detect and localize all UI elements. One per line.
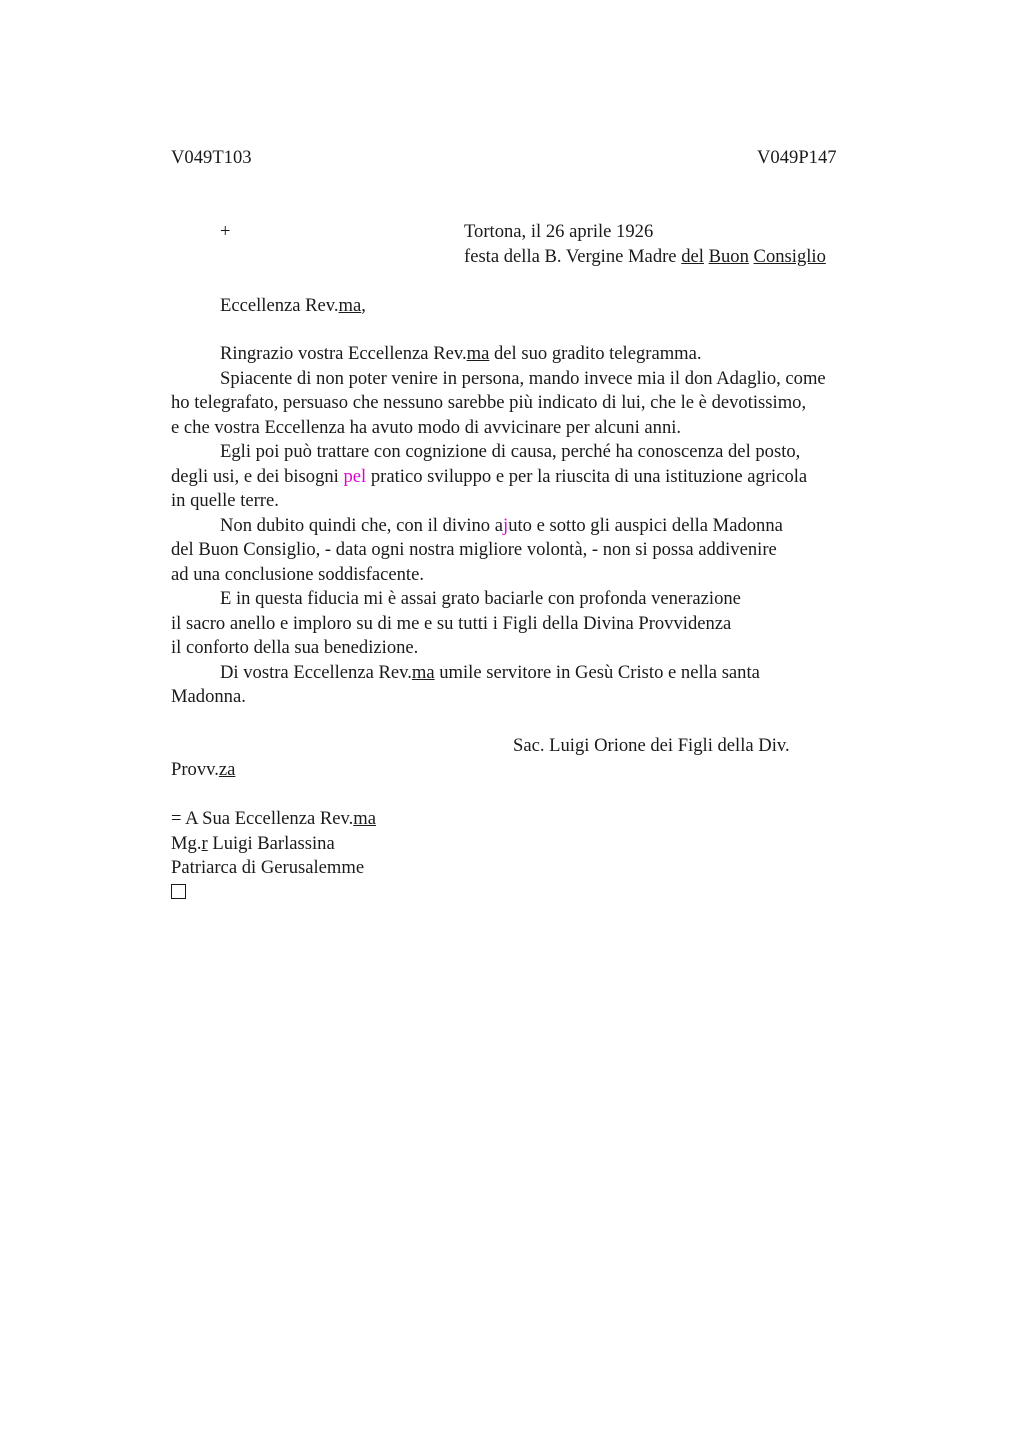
body-text: Ringrazio vostra Eccellenza Rev. [220,343,467,364]
body-abbr: ma [466,343,490,364]
body-line [171,342,826,367]
body-line: Madonna. [171,686,246,707]
feast-buon: Buon [708,246,749,267]
address-text: Luigi Barlassina [207,832,335,854]
body-text: Di vostra Eccellenza Rev. [220,661,412,683]
body-abbr: ma [411,661,435,683]
body-text: degli usi, e dei bisogni [171,465,344,487]
feast-line [464,245,826,270]
address-line [171,832,376,857]
place-date: Tortona, il 26 aprile 1926 [464,221,654,242]
signature-text: Provv. [171,759,219,780]
empty-box-icon [171,884,186,899]
letter-body [171,342,826,710]
body-line: e che vostra Eccellenza ha avuto modo di avvicinare per alcuni anni. [171,416,682,438]
document-code-right: V049P147 [757,147,837,168]
salutation-text: Eccellenza Rev. [220,295,339,316]
address-abbr: ma [353,808,376,829]
body-text: pratico sviluppo e per la riuscita di una istituzione agricola [366,465,808,487]
address-line [171,881,376,906]
feast-prefix: festa della B. Vergine Madre [464,246,682,267]
address-abbr: r [201,832,208,854]
feast-consiglio: Consiglio [753,246,826,267]
salutation [220,294,366,319]
addressee-block [171,807,376,905]
body-text: uto e sotto gli auspici della Madonna [508,514,783,536]
address-line [171,807,376,832]
body-line: in quelle terre. [171,490,279,511]
signature-line: Sac. Luigi Orione dei Figli della Div. [513,735,790,756]
cross-mark: + [220,221,231,242]
salutation-abbr: ma [338,295,362,316]
body-line: Egli poi può trattare con cognizione di causa, perché ha conoscenza del posto, [220,441,801,462]
document-code-left: V049T103 [171,147,252,168]
body-line [171,661,826,686]
signature-abbr: za [218,759,236,780]
body-line: E in questa fiducia mi è assai grato baciarle con profonda venerazione [220,588,741,609]
body-line: il sacro anello e imploro su di me e su tutti i Figli della Divina Provvidenza [171,612,732,634]
body-line: del Buon Consiglio, - data ogni nostra migliore volontà, - non si possa addivenire [171,539,777,560]
highlighted-letter: j [503,514,509,536]
feast-del: del [681,246,704,267]
body-text: umile servitore in Gesù Cristo e nella santa [434,661,760,683]
body-text: Non dubito quindi che, con il divino a [220,514,504,536]
body-line: ho telegrafato, persuaso che nessuno sarebbe più indicato di lui, che le è devotissimo, [171,392,807,413]
address-line: Patriarca di Gerusalemme [171,857,365,878]
highlighted-word: pel [343,465,367,487]
body-line: Spiacente di non poter venire in persona, mando invece mia il don Adaglio, come [220,367,826,389]
body-text: del suo gradito telegramma. [489,343,702,364]
salutation-punct: , [361,295,366,316]
address-text: = A Sua Eccellenza Rev. [171,808,354,829]
body-line [171,514,826,539]
body-line: il conforto della sua benedizione. [171,637,419,658]
body-line: ad una conclusione soddisfacente. [171,563,424,585]
body-line [171,465,826,490]
address-text: Mg. [171,832,202,854]
signature-continuation [171,758,235,783]
